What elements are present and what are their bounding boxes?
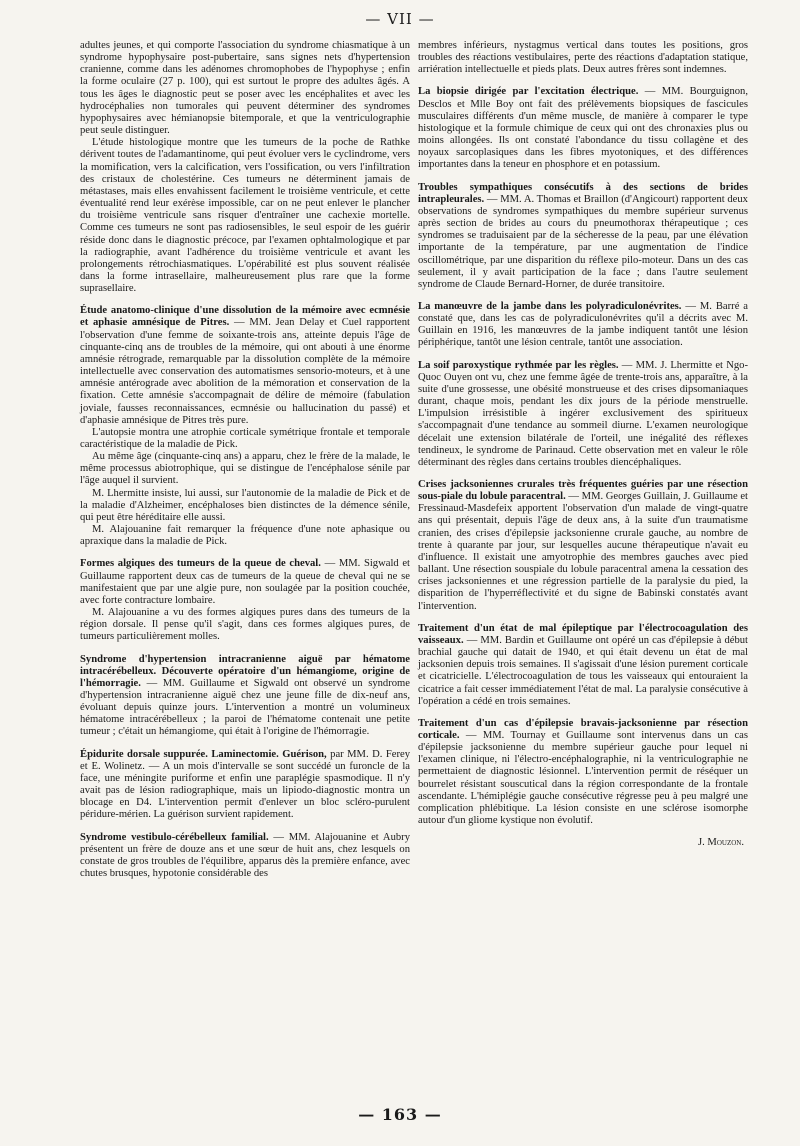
abstract-body: — MM. Jean Delay et Cuel rapportent l'observation d'une femme de soixante-trois ans, atteinte depuis l'âge de cinquante-cinq ans de troubles de la mémoire, qui ont abouti à une énorme amnésie rétrograde, remarquable par la dissolution complète de la mémoire intellectuelle avec conservation des automatismes sensorio-moteurs, et à une amnésie antérograde avec abolition de la mémoration et conservation de la fixation. Cette amnésie s'accompagnait de délire de mémoire (fabulation joviale, fausses reconnaissances, ecmnésie ou hallucination du passé) et d'aphasie amnésique de Pitres très pure. [80, 317, 411, 426]
abstract-body: — MM. Bourguignon, Desclos et Mlle Boy ont fait des prélèvements biopsiques de fascicules musculaires différents d'un même muscle, de manière à comparer le type histologique et la formule chimique de ceux qui ont des chronaxies plus ou moins allongées. Ils ont constaté l'abondance du tissu collagène et des noyaux sarcoplasiques dans les fibres myotoniques, et des différences importantes dans la teneur en phosphore et en potassium. [418, 86, 748, 171]
page-header: — VII — [365, 10, 435, 28]
left-column [80, 40, 410, 890]
abstract-title: Syndrome vestibulo-cérébelleux familial. [80, 831, 269, 843]
abstract-body: — MM. Sigwald et Guillaume rapportent deux cas de tumeurs de la queue de cheval qui ne se manifestaient que par une algie pure, non soulagée par la position couchée, avec forte contracture lombaire. [80, 558, 411, 606]
abstract-title: La manœuvre de la jambe dans les polyradiculonévrites. [418, 300, 682, 312]
abstract-body: — MM. Bardin et Guillaume ont opéré un cas d'épilepsie à début brachial gauche qui datait de 1940, et qui était devenu un état de mal jacksonien depuis trois semaines. Il s'agissait d'une lésion purement corticale et cicatricielle. L'électrocoagulation de tous les vaisseaux qui entouraient la cicatrice a fait cesser immédiatement l'état de mal. La paralysie consécutive à l'opération a cédé en trois semaines. [418, 634, 748, 707]
abstract-epidurite-dorsale [80, 749, 410, 822]
abstract-body: — MM. A. Thomas et Braillon (d'Angicourt) rapportent deux observations de syndromes sympathiques du membre supérieur survenus après section de brides au cours du pneumothorax thérapeutique ; ces syndromes se traduisaient par de la sécheresse de la peau, par une élévation importante de la température, par une augmentation de l'indice oscillométrique, par une disparition du réflexe pilo-moteur. Dans un des cas seulement, il y avait participation de la face ; dans l'autre seulement syndrome de Claude Bernard-Horner, de durée transitoire. [418, 193, 748, 290]
abstract-syndrome-vestibulo-cerebelleux [80, 832, 410, 881]
abstract-body: — MM. Alajouanine et Aubry présentent un frère de douze ans et une sœur de huit ans, chez lesquels on constate de gros troubles de l'équilibre, apparus dès la première enfance, avec chutes brusques, hypotonie considérable des [80, 831, 410, 879]
abstract-body: — MM. Guillaume et Sigwald ont observé un syndrome d'hypertension intracranienne aiguë chez une jeune fille de dix-neuf ans, évoluant depuis quinze jours. L'intervention a montré un volumineux hématome intracérébelleux ; la paroi de l'hématome contenait une petite tumeur ; c'était un hémangiome, qui était à l'origine de l'hémorragie. [80, 677, 411, 738]
abstract-title: Traitement d'un état de mal épileptique par l'électrocoagulation des vaisseaux. [418, 622, 748, 646]
abstract-title: Traitement d'un cas d'épilepsie bravais-jacksonienne par résection corticale. [418, 717, 748, 741]
abstract-paragraph: M. Lhermitte insiste, lui aussi, sur l'autonomie de la maladie de Pick et de la maladie d'Alzheimer, encéphaloses bien distinctes de la démence sénile, qui peut être héréditaire elle aussi. [80, 487, 410, 523]
abstract-title: Syndrome d'hypertension intracranienne aiguë par hématome intracérébelleux. Découverte opératoire d'un hémangiome, origine de l'hémorragie. [80, 653, 410, 689]
abstract-title: Troubles sympathiques consécutifs à des sections de brides intrapleurales. [418, 181, 748, 205]
abstract-soif-paroxystique [418, 360, 748, 469]
abstract-body: — MM. Georges Guillain, J. Guillaume et Fressinaud-Masdefeix apportent l'observation d'un malade de vingt-quatre ans qui présentait, depuis l'âge de deux ans, à la suite d'un traumatisme cranien, des crises d'épilepsie jacksonienne crurale gauche, au nombre de trente à quarante par jour, sur lesquelles aucune thérapeutique n'avait eu d'influence. Il existait une amyotrophie des membres gauches avec pied ballant. Une résection souspiale du lobule paracentral amena la cessation des crises jacksoniennes et une régression partielle de la paralysie du pied, la disparition de l'hyperréflectivité et du signe de Babinski constatés avant l'intervention. [418, 491, 748, 612]
page-number: — 163 — [358, 1105, 442, 1124]
abstract-biopsie-dirigee [418, 86, 748, 171]
abstract-paragraph: Au même âge (cinquante-cinq ans) a apparu, chez le frère de la malade, le même processus abiotrophique, qui se distingue de l'encéphalose sénile par l'âge auquel il survient. [80, 451, 410, 487]
right-column [418, 40, 748, 849]
abstract-manoeuvre-jambe [418, 301, 748, 350]
author-signature: J. Mouzon. [698, 837, 744, 849]
abstract-troubles-sympathiques [418, 182, 748, 291]
abstract-title: Formes algiques des tumeurs de la queue de cheval. [80, 558, 321, 570]
abstract-epilepsie-bravais-jacksonienne [418, 718, 748, 827]
continuation-text [418, 40, 748, 76]
abstract-title: La biopsie dirigée par l'excitation électrique. [418, 86, 639, 98]
abstract-etat-de-mal [418, 623, 748, 708]
abstract-body: — M. Barré a constaté que, dans les cas de polyradiculonévrites qu'il a décrits avec M. Guillain en 1916, les manœuvres de la jambe indiquent tantôt une lésion périphérique, tantôt une lésion centrale, tantôt une association. [418, 300, 749, 349]
abstract-paragraph: M. Alajouanine a vu des formes algiques pures dans des tumeurs de la région dorsale. Il pense qu'il s'agit, dans ces formes algiques pures, de tumeurs particulièrement molles. [80, 607, 410, 643]
intro-paragraph-1: adultes jeunes, et qui comporte l'association du syndrome chiasmatique à un syndrome hypophysaire post-pubertaire, sans signes nets d'hypertension cranienne, comme dans les adénomes chromophobes de l'hypophyse ; enfin la forme oculaire (27 p. 100), qui est surtout le propre des adultes âgés. A tous les âges le diagnostic peut se poser avec les encéphalites et avec les hydrocéphalies non tumorales qui peuvent déterminer des syndromes hypophysaires avec hémianopsie bitemporale, et que la ventriculographie peut seule distinguer. [80, 40, 410, 137]
abstract-title: Étude anatomo-clinique d'une dissolution de la mémoire avec ecmnésie et aphasie amnésique de Pitres. [80, 305, 410, 329]
abstract-body: par MM. D. Ferey et E. Wolinetz. — A un mois d'intervalle se sont succédé un furoncle de la face, une méningite puriforme et enfin une paraplégie spasmodique. Il n'y avait pas de lésion radiographique, mais un lipiodo-diagnostic montra un blocage en D4. L'intervention permit d'enlever un bloc scléro-purulent péridure-mérien. La guérison survient rapidement. [80, 748, 410, 821]
abstract-body: — MM. J. Lhermitte et Ngo-Quoc Ouyen ont vu, chez une femme âgée de trente-trois ans, apparaître, à la suite d'une grossesse, une obésité monstrueuse et des crises dipsomaniaques durant, chaque mois, pendant les dix jours de la période menstruelle. L'impulsion irrésistible à ingérer exclusivement des spiritueux s'accompagnait d'une tendance au sommeil diurne. L'examen neurologique décelait une extension bilatérale de l'orteil, une inégalité des réflexes tendineux, le syndrome de Parinaud. Cette observation met en valeur le rôle déterminant des règles dans certains troubles diencéphaliques. [418, 359, 748, 468]
intro-paragraph-2: L'étude histologique montre que les tumeurs de la poche de Rathke dérivent toutes de l'adamantinome, qui peut évoluer vers le cyclindrome, vers la momification, vers la calcification, vers l'ossification, ou vers l'infiltration des cristaux de cholestérine. Ces tumeurs ne déterminent jamais de métastases, mais elles envahissent facilement le troisième ventricule, et cette éventualité rend leur exérèse impossible, car on ne peut enlever le plancher du troisième ventricule sans risquer d'entraîner une cachexie mortelle. Comme ces tumeurs ne sont pas radiosensibles, le seul espoir de les guérir réside donc dans le diagnostic précoce, par l'examen ophtalmologique et par la radiographie, avant l'adhérence du troisième ventricule et avant les prolongements rétrochiasmatiques. L'opérabilité est plus souvent réalisée dans la forme intrasellaire, malheureusement plus rare que la forme suprasellaire. [80, 137, 410, 295]
abstract-paragraph: L'autopsie montra une atrophie corticale symétrique frontale et temporale caractéristique de la maladie de Pick. [80, 426, 410, 450]
continuation-paragraph: membres inférieurs, nystagmus vertical dans toutes les positions, gros troubles des réactions vestibulaires, perte des réactions d'adaptation statique, arriération intellectuelle et pieds plats. Deux autres frères sont indemnes. [418, 40, 748, 76]
abstract-hypertension-intracranienne [80, 654, 410, 739]
abstract-title: La soif paroxystique rythmée par les règles. [418, 359, 619, 371]
abstract-body: — MM. Tournay et Guillaume sont intervenus dans un cas d'épilepsie jacksonienne du membre supérieur gauche pour lequel ni l'examen clinique, ni l'électro-encéphalographie, ni la ventriculographie ne permettaient de diagnostic lésionnel. L'intervention permit de réséquer un bourrelet résistant souscutical dans la région correspondante de la frontale ascendante. L'hémiplégie gauche consécutive régresse peu à peu malgré une complication phlébitique. La lésion consiste en une sclérose isomorphe autour d'un gliome kystique non évolutif. [418, 729, 748, 827]
abstract-formes-algiques [80, 558, 410, 643]
intro-text [80, 40, 410, 295]
abstract-paragraph: M. Alajouanine fait remarquer la fréquence d'une note aphasique ou apraxique dans la maladie de Pick. [80, 524, 410, 548]
abstract-title: Épidurite dorsale suppurée. Laminectomie. Guérison, [80, 748, 327, 760]
abstract-crises-jacksoniennes [418, 479, 748, 613]
abstract-title: Crises jacksoniennes crurales très fréquentes guéries par une résection sous-piale du lobule paracentral. [418, 479, 748, 503]
abstract-dissolution-memoire [80, 305, 410, 548]
